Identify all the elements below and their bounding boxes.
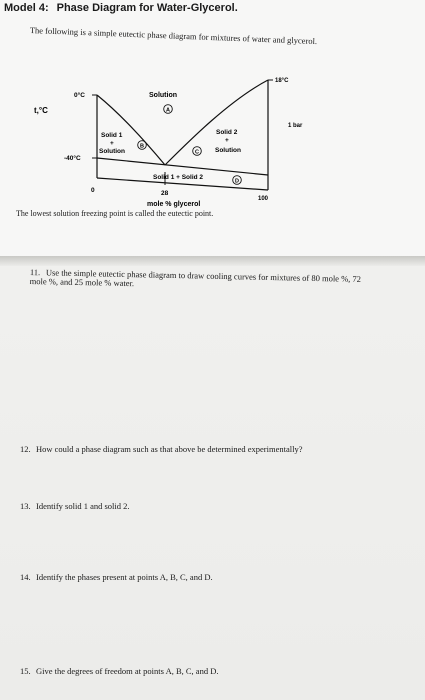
region-solid2-plus: + (225, 137, 229, 144)
svg-text:A: A (166, 107, 170, 114)
model-title: Phase Diagram for Water-Glycerol. (56, 2, 238, 14)
eutectic-line (97, 158, 268, 175)
label-x-axis: mole % glycerol (147, 201, 201, 208)
question-12-number: 12. (20, 444, 31, 454)
model-number: Model 4: (4, 2, 49, 14)
label-0c: 0°C (74, 92, 85, 99)
question-15-text: Give the degrees of freedom at points A, B, C, and D. (36, 666, 219, 676)
tick-label-0: 0 (91, 187, 95, 194)
region-solid1: Solid 1 (101, 132, 123, 139)
tick-label-28: 28 (161, 190, 169, 197)
svg-text:C: C (195, 149, 199, 156)
point-c (193, 147, 202, 156)
question-13-number: 13. (20, 501, 31, 511)
question-11-text: Use the simple eutectic phase diagram to draw cooling curves for mixtures of 80 mole %, 72 mole %, and 25 mole % water. (29, 267, 362, 289)
label-minus40c: -40°C (64, 155, 81, 162)
point-a (164, 105, 173, 114)
point-d (233, 176, 242, 185)
tick-label-100: 100 (258, 196, 269, 202)
intro-text: The following is a simple eutectic phase diagram for mixtures of water and glycerol. (29, 25, 318, 47)
question-13 (20, 502, 410, 511)
label-temperature-axis: t,°C (34, 106, 48, 115)
question-15-number: 15. (20, 666, 31, 676)
region-solid1-solution: Solution (99, 148, 125, 155)
question-12 (20, 445, 410, 454)
question-14 (20, 573, 410, 582)
region-solution: Solution (149, 92, 177, 99)
label-pressure: 1 bar (288, 123, 303, 129)
question-15 (20, 667, 410, 676)
eutectic-statement: The lowest solution freezing point is called the eutectic point. (16, 209, 214, 218)
question-14-text: Identify the phases present at points A, B, C, and D. (36, 572, 213, 582)
region-solid2: Solid 2 (216, 129, 238, 136)
svg-text:D: D (235, 178, 239, 185)
question-11-number: 11. (29, 267, 41, 278)
page-fold-shadow (0, 256, 425, 266)
svg-text:B: B (140, 143, 144, 150)
region-solid1-solid2: Solid 1 + Solid 2 (153, 174, 204, 181)
label-18c: 18°C (275, 78, 289, 84)
question-11 (30, 268, 375, 293)
question-12-text: How could a phase diagram such as that above be determined experimentally? (36, 444, 303, 454)
point-b (138, 141, 147, 150)
region-solid2-solution: Solution (215, 147, 241, 154)
model-section (0, 0, 425, 257)
question-13-text: Identify solid 1 and solid 2. (36, 501, 130, 511)
question-14-number: 14. (20, 572, 31, 582)
region-solid1-plus: + (110, 140, 114, 147)
